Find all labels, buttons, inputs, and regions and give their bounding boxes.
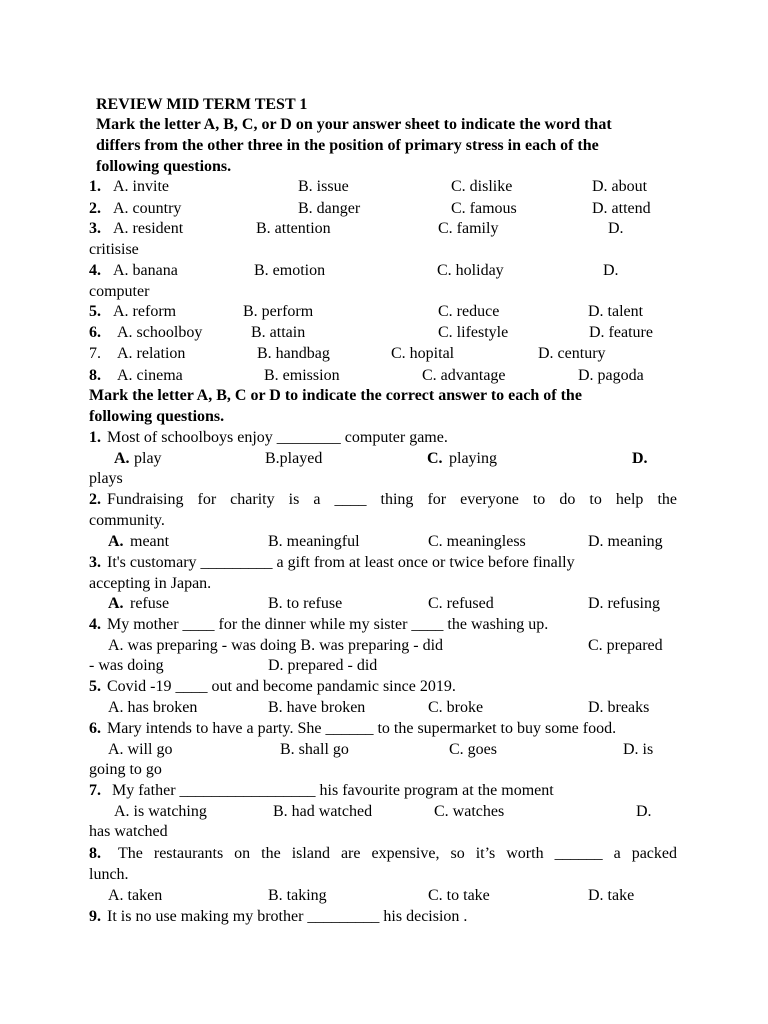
grammar-q7-option-a: A. is watching bbox=[114, 803, 207, 820]
stress-q2-option-a: A. country bbox=[113, 200, 182, 217]
stress-q8-option-a: A. cinema bbox=[117, 367, 183, 384]
grammar-q3-number: 3. bbox=[89, 554, 101, 571]
stress-q7-option-d: D. century bbox=[538, 345, 606, 362]
grammar-q9-stem: It is no use making my brother _________ his decision . bbox=[107, 908, 468, 925]
stress-q8-option-c: C. advantage bbox=[422, 367, 506, 384]
stress-q3-option-d-wrap: critisise bbox=[89, 241, 139, 258]
grammar-q9-number: 9. bbox=[89, 908, 101, 925]
stress-q2-option-d: D. attend bbox=[592, 200, 651, 217]
grammar-q1-a-text: play bbox=[134, 450, 162, 467]
grammar-q3-option-d: D. refusing bbox=[588, 595, 660, 612]
grammar-q7-stem: My father _________________ his favourite program at the moment bbox=[112, 782, 554, 799]
stress-q4-number: 4. bbox=[89, 262, 101, 279]
section1-instruction-line3: following questions. bbox=[96, 158, 232, 175]
stress-q4-option-c: C. holiday bbox=[437, 262, 504, 279]
stress-q5-option-a: A. reform bbox=[113, 303, 177, 320]
stress-q5-option-d: D. talent bbox=[588, 303, 644, 320]
grammar-q4-stem: My mother ____ for the dinner while my sister ____ the washing up. bbox=[107, 616, 549, 633]
stress-q6-option-b: B. attain bbox=[251, 324, 306, 341]
grammar-q5-option-d: D. breaks bbox=[588, 699, 650, 716]
grammar-q8-number: 8. bbox=[89, 845, 101, 862]
stress-q4-option-a: A. banana bbox=[113, 262, 178, 279]
grammar-q1-a-letter: A. bbox=[114, 450, 130, 467]
grammar-q6-option-c: C. goes bbox=[449, 741, 497, 758]
grammar-q8-stem-wrap: lunch. bbox=[89, 866, 129, 883]
section2-instruction-line2: following questions. bbox=[89, 408, 225, 425]
stress-q7-option-a: A. relation bbox=[117, 345, 186, 362]
grammar-q6-option-d-wrap: going to go bbox=[89, 761, 162, 778]
stress-q7-option-b: B. handbag bbox=[257, 345, 330, 362]
grammar-q1-number: 1. bbox=[89, 429, 101, 446]
grammar-q2-stem: Fundraising for charity is a ____ thing for everyone to do to help the bbox=[107, 491, 677, 508]
grammar-q8-option-a: A. taken bbox=[108, 887, 163, 904]
grammar-q1-c-letter: C. bbox=[427, 450, 443, 467]
stress-q1-option-d: D. about bbox=[592, 178, 648, 195]
grammar-q2-option-c: C. meaningless bbox=[428, 533, 526, 550]
grammar-q3-a-letter: A. bbox=[108, 595, 124, 612]
stress-q1-option-c: C. dislike bbox=[451, 178, 513, 195]
grammar-q6-stem: Mary intends to have a party. She ______ to the supermarket to buy some food. bbox=[107, 720, 617, 737]
grammar-q6-option-b: B. shall go bbox=[280, 741, 349, 758]
grammar-q2-a-letter: A. bbox=[108, 533, 124, 550]
grammar-q3-stem: It's customary _________ a gift from at least once or twice before finally bbox=[107, 554, 575, 571]
stress-q3-option-c: C. family bbox=[438, 220, 499, 237]
stress-q6-option-c: C. lifestyle bbox=[438, 324, 509, 341]
stress-q2-number: 2. bbox=[89, 200, 101, 217]
stress-q6-option-a: A. schoolboy bbox=[117, 324, 203, 341]
grammar-q6-number: 6. bbox=[89, 720, 101, 737]
section1-instruction-line2: differs from the other three in the position of primary stress in each of the bbox=[96, 137, 599, 154]
grammar-q1-stem: Most of schoolboys enjoy ________ computer game. bbox=[107, 429, 448, 446]
grammar-q5-option-a: A. has broken bbox=[108, 699, 198, 716]
grammar-q1-d-letter: D. bbox=[632, 450, 648, 467]
stress-q6-option-d: D. feature bbox=[589, 324, 653, 341]
grammar-q7-option-c: C. watches bbox=[434, 803, 505, 820]
stress-q4-option-d: D. bbox=[603, 262, 619, 279]
grammar-q7-number: 7. bbox=[89, 782, 101, 799]
grammar-q3-stem-wrap: accepting in Japan. bbox=[89, 575, 212, 592]
grammar-q5-option-c: C. broke bbox=[428, 699, 484, 716]
grammar-q2-number: 2. bbox=[89, 491, 101, 508]
stress-q3-option-d: D. bbox=[608, 220, 624, 237]
stress-q7-number: 7. bbox=[89, 345, 101, 362]
grammar-q8-option-b: B. taking bbox=[268, 887, 327, 904]
grammar-q8-option-d: D. take bbox=[588, 887, 635, 904]
grammar-q1-c-text: playing bbox=[449, 450, 497, 467]
stress-q3-number: 3. bbox=[89, 220, 101, 237]
stress-q1-option-a: A. invite bbox=[113, 178, 169, 195]
grammar-q7-option-d-wrap: has watched bbox=[89, 823, 168, 840]
grammar-q5-number: 5. bbox=[89, 678, 101, 695]
grammar-q3-a-text: refuse bbox=[130, 595, 170, 612]
grammar-q2-option-b: B. meaningful bbox=[268, 533, 360, 550]
grammar-q4-options-line1: A. was preparing - was doing B. was preparing - did bbox=[108, 637, 444, 654]
page-title: REVIEW MID TERM TEST 1 bbox=[96, 96, 308, 113]
grammar-q6-option-d: D. is bbox=[623, 741, 654, 758]
grammar-q2-a-text: meant bbox=[130, 533, 170, 550]
section1-instruction-line1: Mark the letter A, B, C, or D on your answer sheet to indicate the word that bbox=[96, 116, 612, 133]
grammar-q4-option-c: C. prepared bbox=[588, 637, 663, 654]
grammar-q1-d-wrap: plays bbox=[89, 470, 123, 487]
stress-q6-number: 6. bbox=[89, 324, 101, 341]
grammar-q1-option-b: B.played bbox=[265, 450, 323, 467]
stress-q3-option-a: A. resident bbox=[113, 220, 184, 237]
grammar-q8-option-c: C. to take bbox=[428, 887, 490, 904]
grammar-q5-stem: Covid -19 ____ out and become pandamic since 2019. bbox=[107, 678, 456, 695]
stress-q1-option-b: B. issue bbox=[298, 178, 349, 195]
grammar-q3-option-b: B. to refuse bbox=[268, 595, 343, 612]
grammar-q7-option-b: B. had watched bbox=[273, 803, 373, 820]
grammar-q7-option-d: D. bbox=[636, 803, 652, 820]
grammar-q4-options-line2: - was doing bbox=[89, 657, 164, 674]
grammar-q6-option-a: A. will go bbox=[108, 741, 173, 758]
grammar-q5-option-b: B. have broken bbox=[268, 699, 366, 716]
section2-instruction-line1: Mark the letter A, B, C or D to indicate the correct answer to each of the bbox=[89, 387, 582, 404]
stress-q1-number: 1. bbox=[89, 178, 101, 195]
stress-q8-option-d: D. pagoda bbox=[578, 367, 644, 384]
grammar-q4-option-d: D. prepared - did bbox=[268, 657, 378, 674]
stress-q7-option-c: C. hopital bbox=[391, 345, 455, 362]
grammar-q3-option-c: C. refused bbox=[428, 595, 494, 612]
grammar-q8-stem: The restaurants on the island are expensive, so it’s worth ______ a packed bbox=[118, 845, 677, 862]
grammar-q2-option-d: D. meaning bbox=[588, 533, 663, 550]
stress-q8-option-b: B. emission bbox=[264, 367, 340, 384]
stress-q5-option-c: C. reduce bbox=[438, 303, 500, 320]
stress-q8-number: 8. bbox=[89, 367, 101, 384]
stress-q2-option-b: B. danger bbox=[298, 200, 361, 217]
stress-q5-number: 5. bbox=[89, 303, 101, 320]
stress-q4-option-d-wrap: computer bbox=[89, 283, 150, 300]
stress-q2-option-c: C. famous bbox=[451, 200, 517, 217]
grammar-q2-stem-wrap: community. bbox=[89, 512, 165, 529]
stress-q3-option-b: B. attention bbox=[256, 220, 331, 237]
grammar-q4-number: 4. bbox=[89, 616, 101, 633]
stress-q4-option-b: B. emotion bbox=[254, 262, 326, 279]
stress-q5-option-b: B. perform bbox=[243, 303, 314, 320]
